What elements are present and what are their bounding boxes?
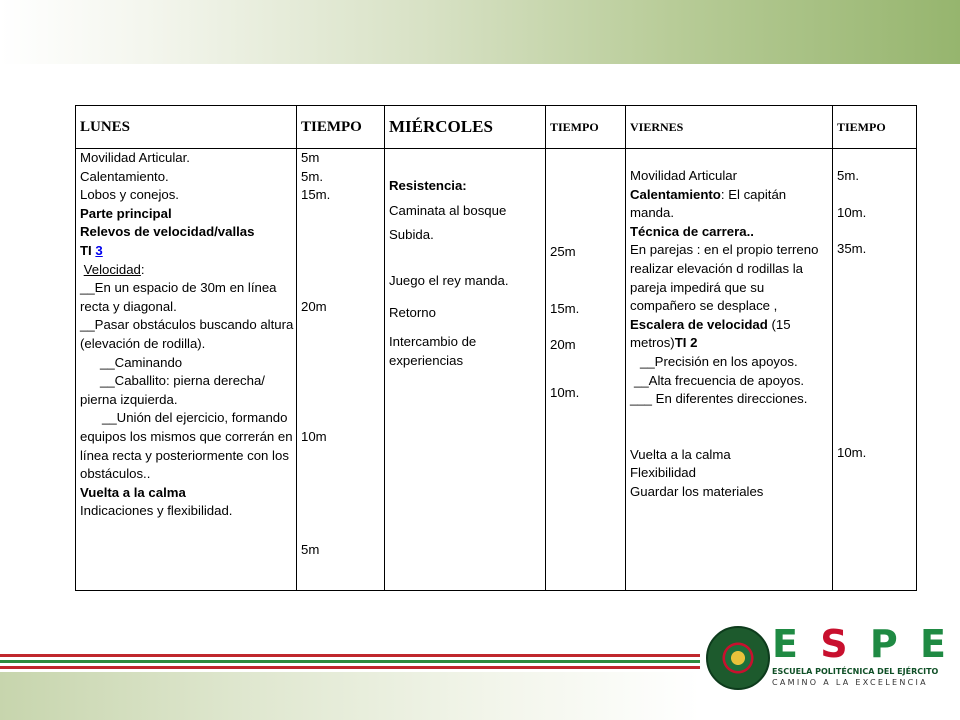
velocidad-colon: : bbox=[140, 261, 145, 277]
logo-letter: P bbox=[869, 622, 898, 666]
time-value: 10m. bbox=[837, 204, 867, 220]
miercoles-line: Retorno bbox=[389, 305, 436, 321]
time-value: 25m bbox=[550, 244, 576, 259]
viernes-line: __Precisión en los apoyos. bbox=[640, 353, 798, 369]
tiempo-viernes-cell bbox=[833, 149, 917, 591]
ti-label: TI bbox=[80, 242, 96, 258]
spacer bbox=[389, 149, 545, 177]
time-value: 35m. bbox=[837, 241, 867, 257]
viernes-line bbox=[630, 316, 832, 353]
lunes-line: __Caminando bbox=[100, 354, 183, 370]
lunes-line: Vuelta a la calma bbox=[80, 484, 186, 500]
miercoles-line: Resistencia: bbox=[389, 178, 467, 193]
ti-link[interactable]: 3 bbox=[95, 242, 103, 258]
viernes-line bbox=[630, 186, 832, 223]
ti-line bbox=[80, 242, 296, 261]
lunes-line: __Pasar obstáculos buscando altura (elevación de rodilla). bbox=[80, 317, 294, 351]
time-value: 5m. bbox=[837, 168, 859, 183]
logo-letter: E bbox=[920, 622, 946, 666]
header-tiempo-viernes: TIEMPO bbox=[833, 106, 917, 149]
logo-letter: S bbox=[820, 622, 848, 666]
lunes-line: Relevos de velocidad/vallas bbox=[80, 224, 255, 240]
lunes-line: Movilidad Articular. bbox=[80, 150, 190, 165]
ti-2-label: TI 2 bbox=[674, 335, 698, 351]
viernes-line: Técnica de carrera.. bbox=[630, 223, 754, 239]
time-value: 5m bbox=[301, 150, 320, 165]
header-tiempo-lunes: TIEMPO bbox=[297, 106, 385, 149]
bottom-gradient-band bbox=[0, 672, 700, 720]
header-lunes: LUNES bbox=[76, 106, 297, 149]
institution-motto: CAMINO A LA EXCELENCIA bbox=[772, 678, 928, 687]
time-value: 10m. bbox=[550, 384, 580, 400]
miercoles-line: Caminata al bosque bbox=[389, 202, 507, 218]
lunes-line bbox=[80, 372, 296, 409]
lunes-cell bbox=[76, 149, 297, 591]
time-value: 10m bbox=[301, 429, 327, 445]
spacer bbox=[301, 316, 384, 428]
time-value: 20m bbox=[550, 337, 576, 353]
viernes-line: En parejas : en el propio terreno realizar elevación d rodillas la pareja impedirá que su compañero se desplace , bbox=[630, 242, 819, 314]
top-banner bbox=[0, 0, 960, 64]
university-seal-icon bbox=[706, 626, 770, 690]
time-value: 15m. bbox=[301, 187, 331, 203]
viernes-line: Movilidad Articular bbox=[630, 168, 738, 183]
velocidad-label: Velocidad bbox=[83, 261, 141, 277]
time-value: 5m bbox=[301, 541, 320, 557]
viernes-line: ___ En diferentes direcciones. bbox=[630, 391, 808, 407]
time-value: 10m. bbox=[837, 444, 867, 460]
header-tiempo-miercoles: TIEMPO bbox=[546, 106, 626, 149]
training-schedule-table bbox=[75, 105, 917, 591]
green-stripe bbox=[0, 660, 700, 663]
spacer bbox=[301, 205, 384, 298]
viernes-line: Guardar los materiales bbox=[630, 483, 764, 499]
tiempo-lunes-cell bbox=[297, 149, 385, 591]
viernes-line: __Alta frecuencia de apoyos. bbox=[634, 372, 805, 388]
viernes-line: Vuelta a la calma bbox=[630, 446, 731, 462]
logo-letter: E bbox=[772, 622, 798, 666]
viernes-line: Flexibilidad bbox=[630, 465, 696, 481]
time-value: 5m. bbox=[301, 168, 323, 184]
lunes-line: Calentamiento. bbox=[80, 168, 169, 184]
lunes-line: Parte principal bbox=[80, 205, 172, 221]
content-row bbox=[76, 149, 917, 591]
viernes-cell bbox=[626, 149, 833, 591]
tiempo-miercoles-cell bbox=[546, 149, 626, 591]
red-stripe bbox=[0, 666, 700, 669]
velocidad-line bbox=[80, 261, 296, 280]
escalera-text: (15 metros) bbox=[630, 316, 791, 351]
red-stripe bbox=[0, 654, 700, 657]
union-text: __Unión del ejercicio, formando equipos los mismos que correrán en línea recta y posteriormente con los obstáculos.. bbox=[80, 410, 293, 482]
calentamiento-text: : El capitán manda. bbox=[630, 186, 787, 221]
lunes-line bbox=[80, 409, 296, 483]
spacer bbox=[301, 447, 384, 541]
lunes-line: Indicaciones y flexibilidad. bbox=[80, 503, 233, 519]
lunes-line: __En un espacio de 30m en línea recta y diagonal. bbox=[80, 280, 277, 314]
miercoles-line: Subida. bbox=[389, 227, 434, 243]
time-value: 20m bbox=[301, 298, 327, 314]
caballito-text: __Caballito: pierna derecha/ pierna izquierda. bbox=[80, 373, 265, 407]
miercoles-cell bbox=[385, 149, 546, 591]
espe-wordmark bbox=[772, 624, 946, 664]
lunes-line: Lobos y conejos. bbox=[80, 187, 179, 203]
header-viernes: VIERNES bbox=[626, 106, 833, 149]
espe-logo bbox=[706, 622, 946, 692]
institution-name: ESCUELA POLITÉCNICA DEL EJÉRCITO bbox=[772, 667, 939, 676]
escalera-label: Escalera de velocidad bbox=[630, 316, 768, 332]
miercoles-line: Intercambio de experiencias bbox=[389, 333, 477, 368]
header-miercoles: MIÉRCOLES bbox=[385, 106, 546, 149]
time-value: 15m. bbox=[550, 300, 580, 316]
header-row bbox=[76, 106, 917, 149]
calentamiento-label: Calentamiento bbox=[630, 186, 721, 202]
miercoles-line: Juego el rey manda. bbox=[389, 272, 509, 288]
